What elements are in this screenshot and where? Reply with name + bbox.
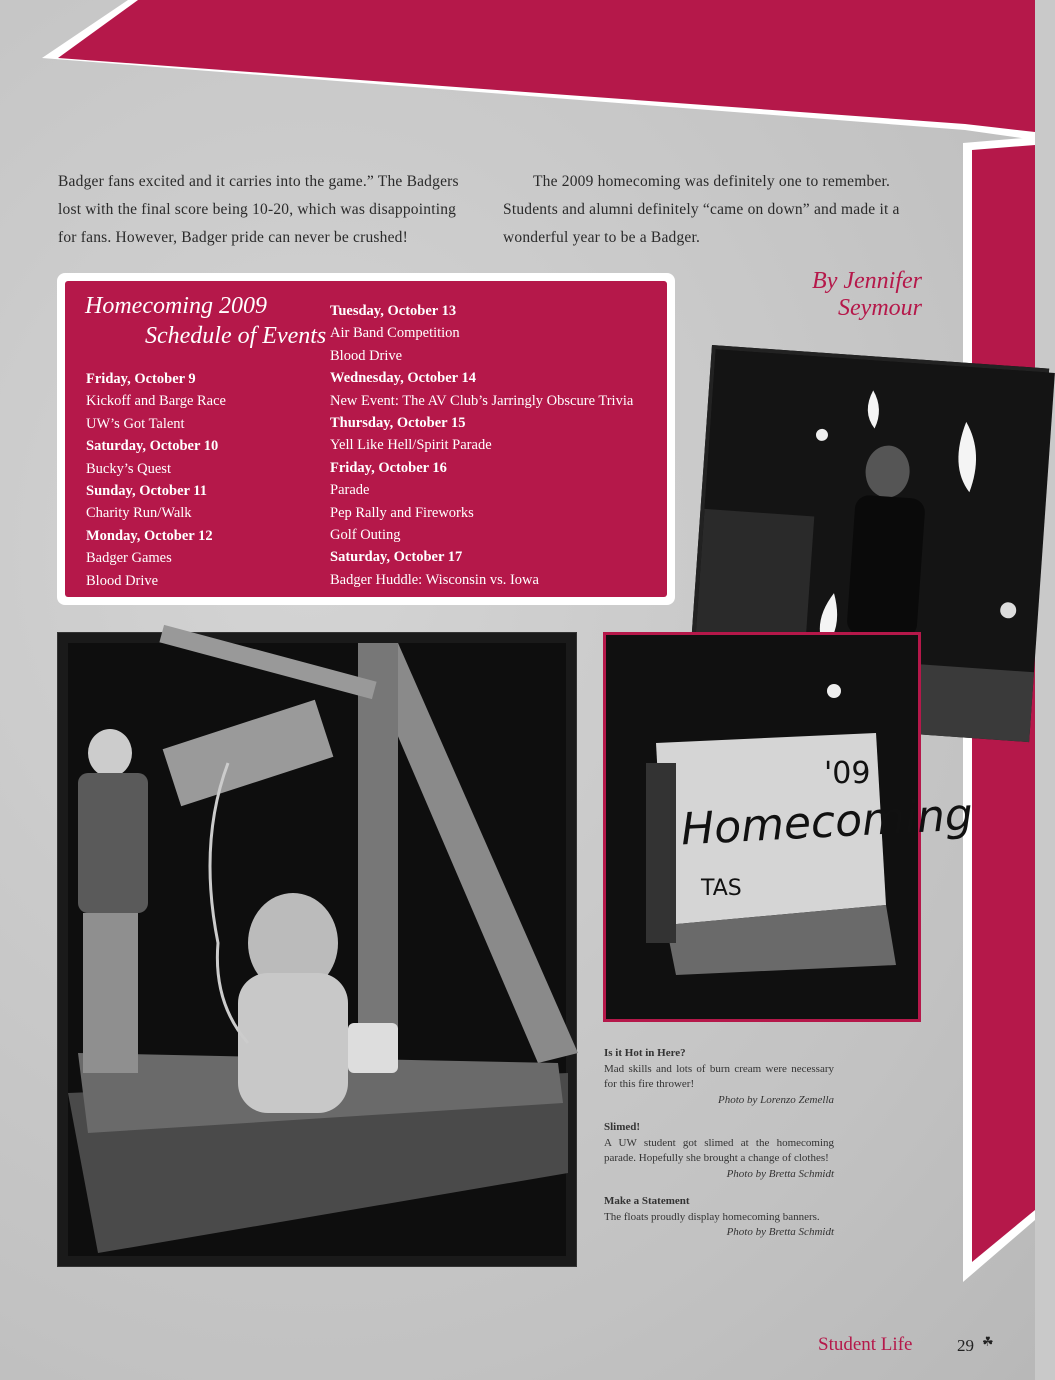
footer-page-number: 29 <box>957 1336 974 1355</box>
schedule-event: Kickoff and Barge Race <box>86 393 226 410</box>
article-right-column: The 2009 homecoming was definitely one to remember. Students and alumni definitely “came on down” and made it a wonderful year to be a Badger. <box>503 173 900 246</box>
banner-image <box>606 635 975 1019</box>
banner-year: '09 <box>824 756 871 791</box>
caption-credit: Photo by Bretta Schmidt <box>726 1226 834 1238</box>
caption-block <box>604 1194 834 1241</box>
caption-title: Make a Statement <box>604 1195 690 1207</box>
caption-text: A UW student got slimed at the homecoming parade. Hopefully she brought a change of clothes! <box>604 1136 834 1164</box>
schedule-day: Friday, October 16 <box>330 459 447 476</box>
photo-slimed <box>57 632 577 1267</box>
caption-title: Slimed! <box>604 1121 641 1133</box>
caption-credit: Photo by Lorenzo Zemella <box>718 1093 834 1106</box>
schedule-event: Parade <box>330 482 370 499</box>
schedule-day: Wednesday, October 14 <box>330 370 476 387</box>
caption-block <box>604 1046 834 1108</box>
photo-captions <box>604 1046 834 1253</box>
schedule-event: Badger Huddle: Wisconsin vs. Iowa <box>330 571 539 588</box>
caption-block <box>604 1120 834 1182</box>
photo-homecoming-banner <box>603 632 975 1022</box>
schedule-event: Blood Drive <box>86 572 159 589</box>
schedule-day: Sunday, October 11 <box>86 483 207 500</box>
footer-section-name: Student Life <box>818 1334 913 1355</box>
byline: By Jennifer Seymour <box>812 268 922 321</box>
schedule-column-1 <box>86 368 226 592</box>
schedule-day: Monday, October 12 <box>86 527 213 544</box>
schedule-event: UW’s Got Talent <box>86 415 185 432</box>
caption-text: Mad skills and lots of burn cream were necessary for this fire thrower! <box>604 1062 834 1090</box>
banner-sub: TAS <box>701 876 742 901</box>
schedule-title-line2: Schedule of Events <box>145 323 327 349</box>
schedule-column-2 <box>330 300 633 591</box>
caption-title: Is it Hot in Here? <box>604 1047 686 1059</box>
schedule-box <box>57 273 675 605</box>
paw-icon: ☘ <box>982 1334 994 1349</box>
schedule-event: Charity Run/Walk <box>86 505 192 522</box>
slimed-image <box>58 633 576 1266</box>
schedule-day: Thursday, October 15 <box>330 415 466 432</box>
article-left-column: Badger fans excited and it carries into the game.” The Badgers lost with the final score being 10-20, which was disappointing for fans. However, Badger pride can never be crushed! <box>58 173 459 246</box>
schedule-event: Pep Rally and Fireworks <box>330 504 474 521</box>
schedule-panel <box>65 281 667 597</box>
caption-credit: Photo by Bretta Schmidt <box>726 1167 834 1180</box>
banner-text: Homecoming <box>679 789 975 856</box>
schedule-day: Friday, October 9 <box>86 371 196 387</box>
schedule-event: Golf Outing <box>330 527 401 544</box>
schedule-event: New Event: The AV Club’s Jarringly Obscure Trivia <box>330 392 634 409</box>
schedule-event: Yell Like Hell/Spirit Parade <box>330 437 492 454</box>
schedule-day: Saturday, October 17 <box>330 549 463 566</box>
schedule-event: Blood Drive <box>330 347 403 364</box>
schedule-event: Air Band Competition <box>330 325 460 342</box>
schedule-day: Saturday, October 10 <box>86 438 219 455</box>
schedule-event: Badger Games <box>86 550 172 567</box>
schedule-title-line1: Homecoming 2009 <box>85 293 267 319</box>
schedule-event: Bucky’s Quest <box>86 460 171 477</box>
schedule-day: Tuesday, October 13 <box>330 303 457 319</box>
caption-text: The floats proudly display homecoming banners. <box>604 1210 820 1223</box>
